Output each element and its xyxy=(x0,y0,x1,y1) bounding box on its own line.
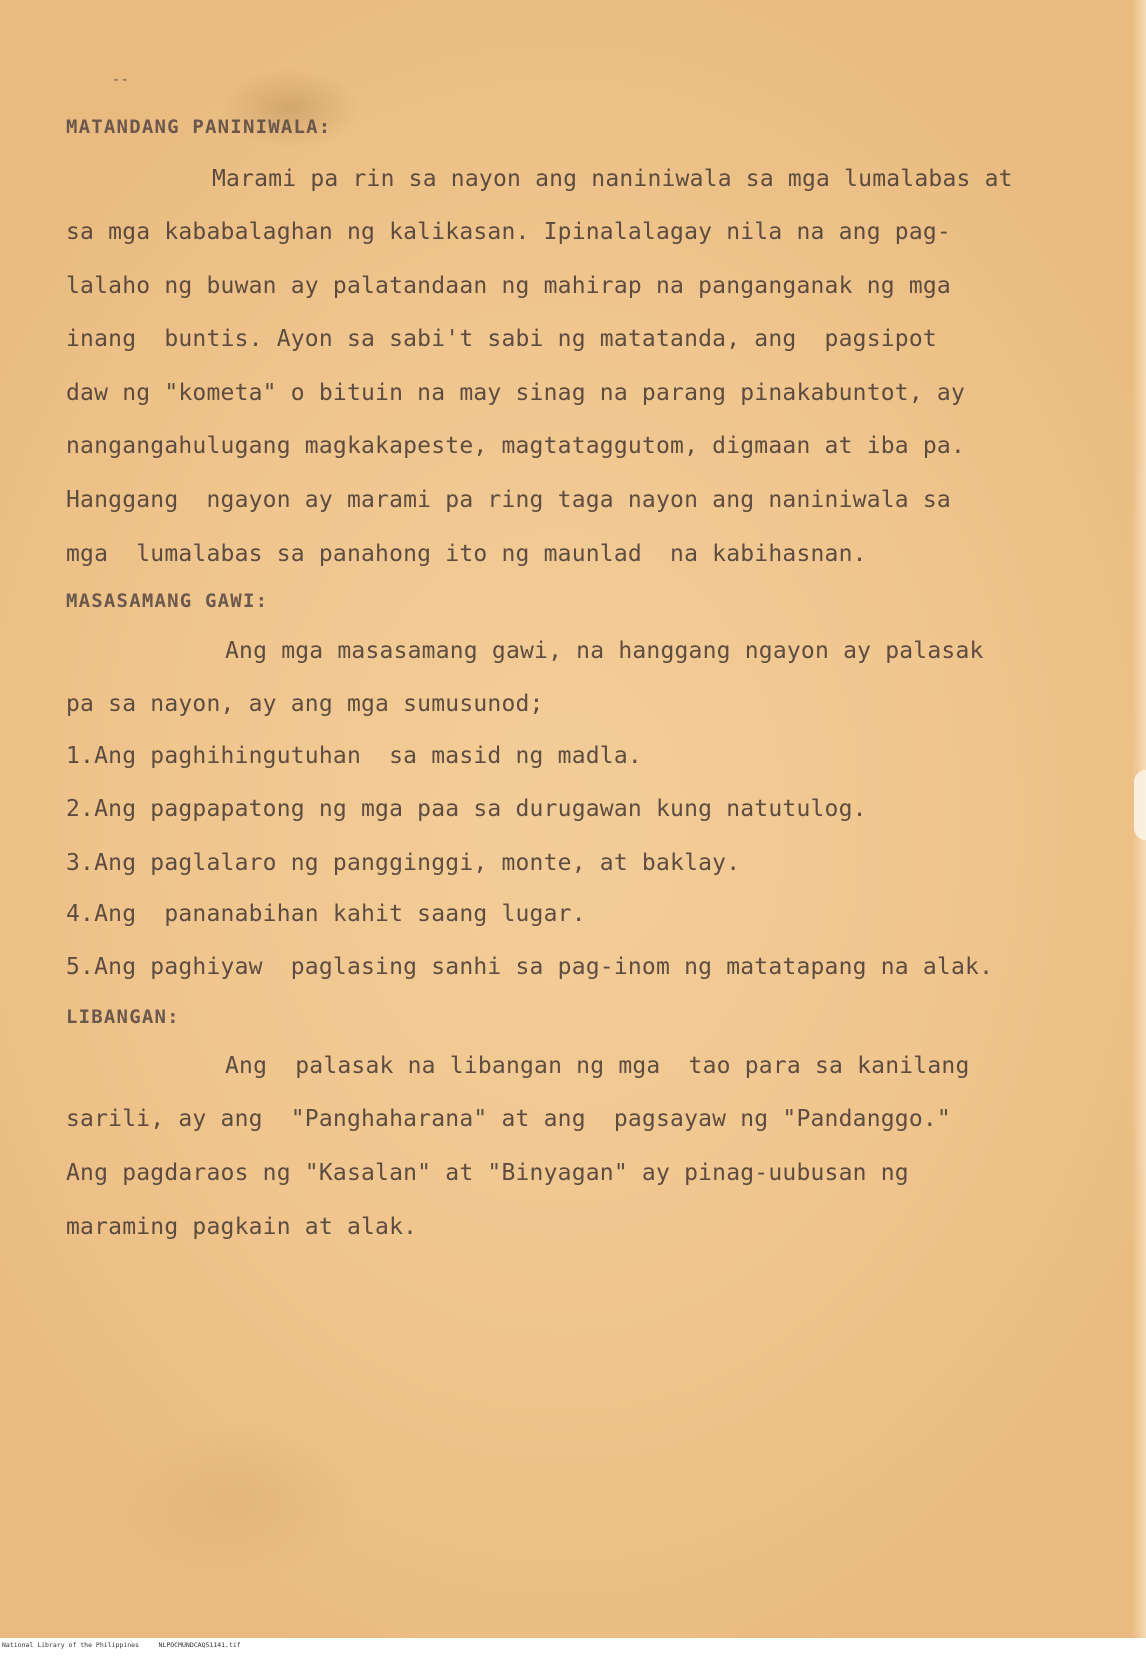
top-mark: -- xyxy=(112,72,129,88)
heading-matandang-paniniwala: MATANDANG PANINIWALA: xyxy=(66,116,332,138)
list-item: 1.Ang paghihingutuhan sa masid ng madla. xyxy=(66,743,642,769)
paragraph-line: maraming pagkain at alak. xyxy=(66,1214,418,1240)
paragraph-line: daw ng "kometa" o bituin na may sinag na parang pinakabuntot, ay xyxy=(66,380,966,406)
paragraph-line: Ang palasak na libangan ng mga tao para sa kanilang xyxy=(225,1053,970,1079)
paragraph-line: pa sa nayon, ay ang mga sumusunod; xyxy=(66,691,544,717)
list-item: 5.Ang paghiyaw paglasing sanhi sa pag-inom ng matatapang na alak. xyxy=(66,954,994,980)
paragraph-line: Ang mga masasamang gawi, na hanggang ngayon ay palasak xyxy=(225,638,984,664)
paragraph-line: mga lumalabas sa panahong ito ng maunlad na kabihasnan. xyxy=(66,541,867,567)
paragraph-line: nangangahulugang magkakapeste, magtataggutom, digmaan at iba pa. xyxy=(66,433,966,459)
heading-masasamang-gawi: MASASAMANG GAWI: xyxy=(66,590,269,612)
paragraph-line: inang buntis. Ayon sa sabi't sabi ng matatanda, ang pagsipot xyxy=(66,326,937,352)
paper-edge-damage xyxy=(1134,770,1146,840)
scan-footer xyxy=(0,1638,1146,1658)
paragraph-line: sarili, ay ang "Panghaharana" at ang pagsayaw ng "Pandanggo." xyxy=(66,1106,951,1132)
paragraph-line: Marami pa rin sa nayon ang naniniwala sa mga lumalabas at xyxy=(212,166,1013,192)
list-item: 3.Ang paglalaro ng pangginggi, monte, at baklay. xyxy=(66,850,741,876)
list-item: 2.Ang pagpapatong ng mga paa sa durugawan kung natutulog. xyxy=(66,796,867,822)
paragraph-line: Hanggang ngayon ay marami pa ring taga nayon ang naniniwala sa xyxy=(66,487,951,513)
paragraph-line: Ang pagdaraos ng "Kasalan" at "Binyagan" ay pinag-uubusan ng xyxy=(66,1160,909,1186)
footer-caption: National Library of the Philippines NLPOCMUNDCAQ51141.tif xyxy=(2,1641,241,1649)
paragraph-line: sa mga kababalaghan ng kalikasan. Ipinalalagay nila na ang pag- xyxy=(66,219,951,245)
heading-libangan: LIBANGAN: xyxy=(66,1006,180,1028)
paragraph-line: lalaho ng buwan ay palatandaan ng mahirap na panganganak ng mga xyxy=(66,273,951,299)
list-item: 4.Ang pananabihan kahit saang lugar. xyxy=(66,901,586,927)
